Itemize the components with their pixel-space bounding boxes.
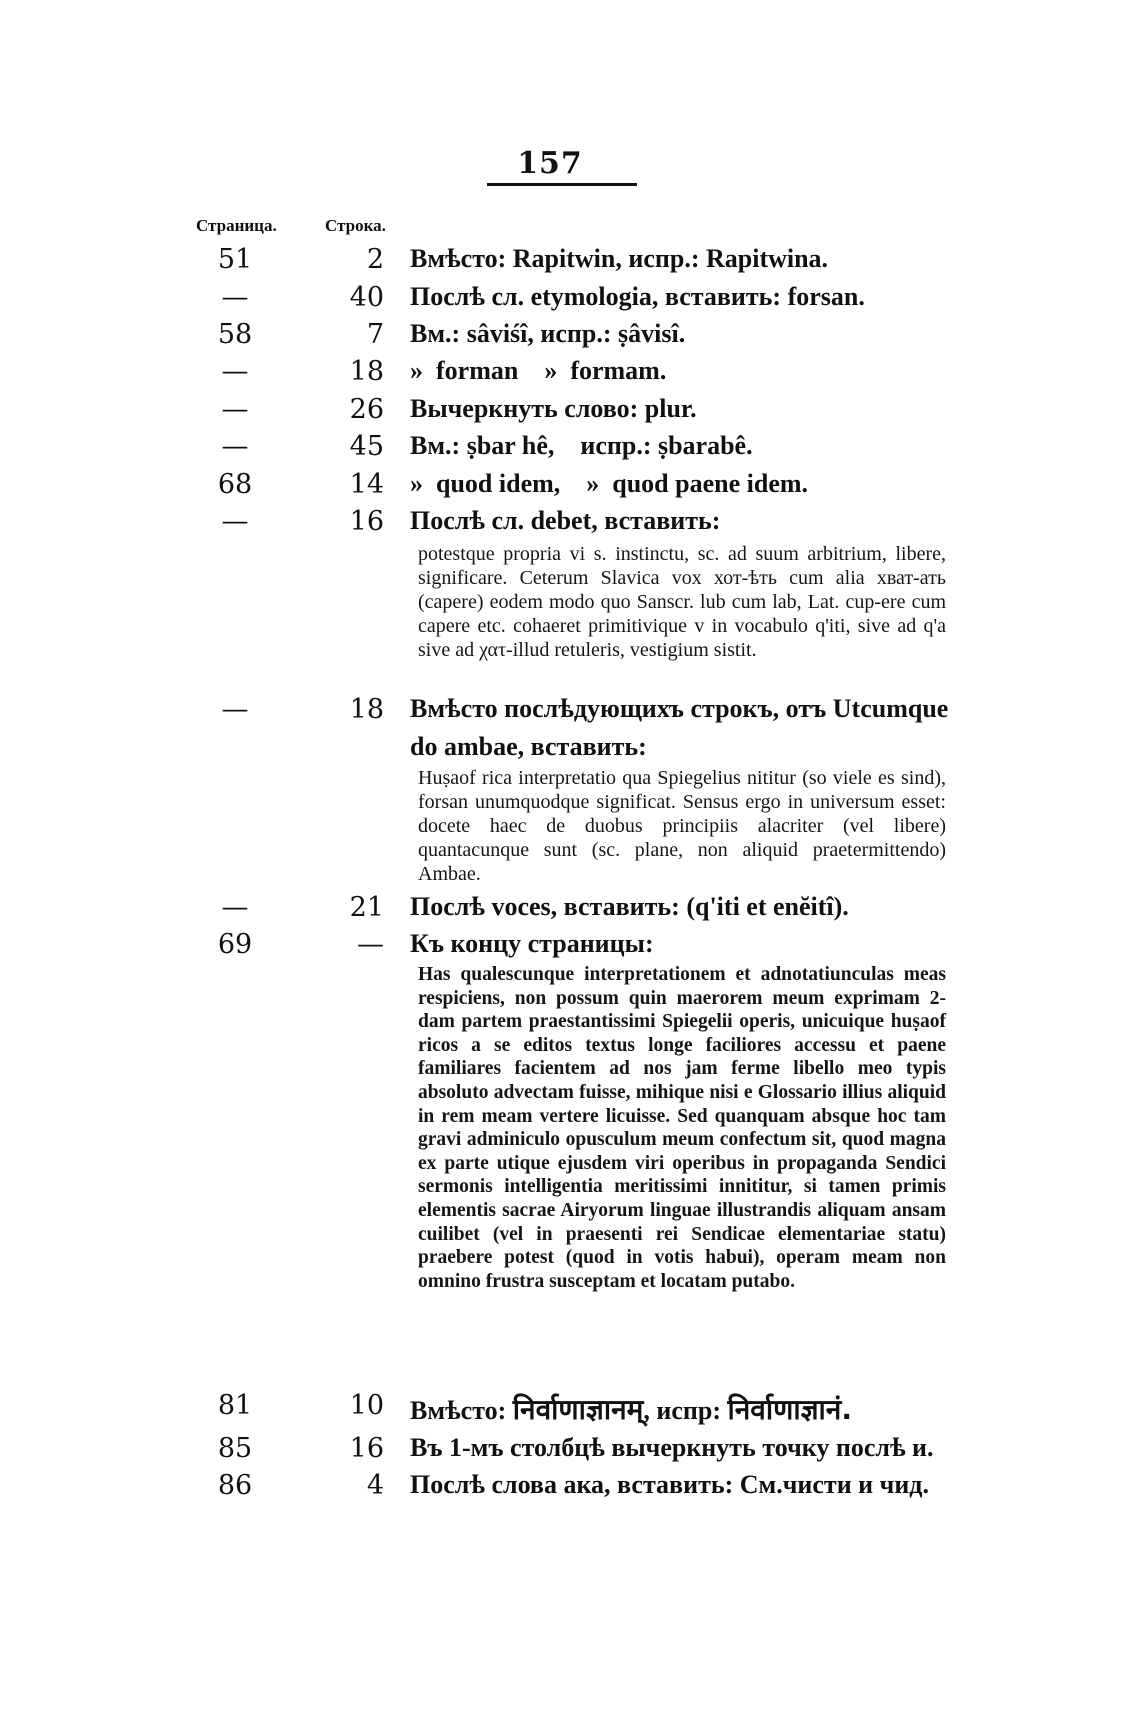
row-page: 85 xyxy=(217,1433,253,1464)
row-line: 16 xyxy=(349,1433,384,1464)
errata-row xyxy=(0,469,1140,507)
row-page: 51 xyxy=(217,244,253,275)
row-page: 68 xyxy=(217,469,253,500)
row-page: — xyxy=(221,394,249,425)
errata-row xyxy=(0,1470,1140,1508)
row-line: 18 xyxy=(349,356,384,387)
row-line: 45 xyxy=(349,431,384,462)
row-page: — xyxy=(221,506,249,537)
header-page-column: Страница. xyxy=(196,216,277,235)
row-page: 58 xyxy=(217,319,253,350)
row-text: » forman » formam. xyxy=(410,356,667,385)
errata-row xyxy=(0,892,1140,930)
row-text xyxy=(410,1390,950,1428)
errata-row xyxy=(0,929,1140,967)
row-label: Вмѣсто: xyxy=(410,1396,507,1425)
row-page: — xyxy=(221,282,249,313)
row-page: 86 xyxy=(217,1470,253,1501)
row-text: Вм.: sâviśî, испр.: ṣâvisî. xyxy=(410,319,686,348)
row-line: 14 xyxy=(349,469,384,500)
header-line-column: Строка. xyxy=(325,216,386,235)
row-text: Послѣ voces, вставить: (q'iti et enĕitî). xyxy=(410,892,849,921)
row-line: 16 xyxy=(349,506,384,537)
errata-row xyxy=(0,394,1140,432)
row-text: Вмѣсто послѣдующихъ строкъ, отъ Utcumque do ambae, вставить: xyxy=(410,694,949,761)
row-text: Къ концу страницы: xyxy=(410,929,654,958)
row-text: Вычеркнуть слово: plur. xyxy=(410,394,697,423)
errata-row xyxy=(0,1433,1140,1471)
errata-row xyxy=(0,431,1140,469)
inserted-text-block: Huṣaof rica interpretatio qua Spiegelius nititur (so viele es sind), forsan unumquodque significat. Sensus ergo in universum esset: docete haec de duobus principiis alacriter (vel libere) quantacunque sunt (sc. plane, non aliquid praetermittendo) Ambae. xyxy=(418,767,946,885)
errata-row xyxy=(0,1390,1140,1428)
devanagari-word: निर्वाणाज्ञानं. xyxy=(727,1393,852,1426)
row-text: Въ 1-мъ столбцѣ вычеркнуть точку послѣ и. xyxy=(410,1433,934,1462)
row-page: — xyxy=(221,694,249,725)
row-page: — xyxy=(221,892,249,923)
row-line: — xyxy=(357,929,384,960)
row-line: 4 xyxy=(366,1470,384,1501)
errata-row xyxy=(0,319,1140,357)
row-text: Послѣ слова ака, вставить: См.чисти и чид. xyxy=(410,1470,929,1499)
devanagari-word: निर्वाणाज्ञानम् xyxy=(512,1393,644,1426)
row-page: — xyxy=(221,356,249,387)
row-text: Послѣ сл. debet, вставить: xyxy=(410,506,721,535)
row-text: » quod idem, » quod paene idem. xyxy=(410,469,809,498)
row-label: , испр: xyxy=(643,1396,721,1425)
row-page: — xyxy=(221,431,249,462)
row-text: Вм.: ṣbar hê, испр.: ṣbarabê. xyxy=(410,431,753,460)
row-line: 7 xyxy=(366,319,384,350)
page-number: 157 xyxy=(517,146,583,181)
inserted-text-block: Has qualescunque interpretationem et adnotatiunculas meas respiciens, non possum quin maerorem meum exprimam 2-dam partem praestantissimi Spiegelii operis, unicuique huṣaof ricos a se editos textus longe faciliores accessu et paene familiares facientem ad nos jam ferme libello meo typis absoluto advectam fuisse, mihique nisi e Glossario illius aliquid in rem meam vertere licuisse. Sed quanquam absque hoc tam gravi adminiculo opusculum meum confectum sit, quod magna ex parte utique ejusdem viri operibus in propaganda Sendici sermonis intelligentia meritissimi innititur, si tamen primis elementis sacrae Airyorum linguae illustrandis aliquam ansam cuilibet (vel in praesenti rei Sendicae elementariae statu) praebere potest (quod in votis habui), operam meam non omnino frustra susceptam et locatam putabo. xyxy=(418,964,946,1292)
row-text: Послѣ сл. etymologia, вставить: forsan. xyxy=(410,282,865,311)
row-line: 18 xyxy=(349,694,384,725)
errata-row xyxy=(0,244,1140,282)
row-page: 69 xyxy=(217,929,253,960)
errata-row xyxy=(0,282,1140,320)
page-number-rule xyxy=(487,183,637,186)
row-text: Вмѣсто: Rapitwin, испр.: Rapitwina. xyxy=(410,244,829,273)
row-line: 26 xyxy=(349,394,384,425)
inserted-text-block: potestque propria vi s. instinctu, sc. ad suum arbitrium, libere, significare. Ceterum Slavica vox хот-ѣть cum alia хват-ать (capere) eodem modo quo Sanscr. lub cum lab, Lat. cup-ere cum capere etc. cohaeret primitivique v in vocabulo q'iti, sive ad q'a sive ad χατ-illud retuleris, vestigium sistit. xyxy=(418,543,946,661)
row-page: 81 xyxy=(217,1390,253,1421)
row-line: 10 xyxy=(349,1390,384,1421)
row-line: 40 xyxy=(349,282,384,313)
row-line: 21 xyxy=(349,892,384,923)
row-line: 2 xyxy=(366,244,384,275)
errata-row xyxy=(0,356,1140,394)
errata-row xyxy=(0,506,1140,544)
